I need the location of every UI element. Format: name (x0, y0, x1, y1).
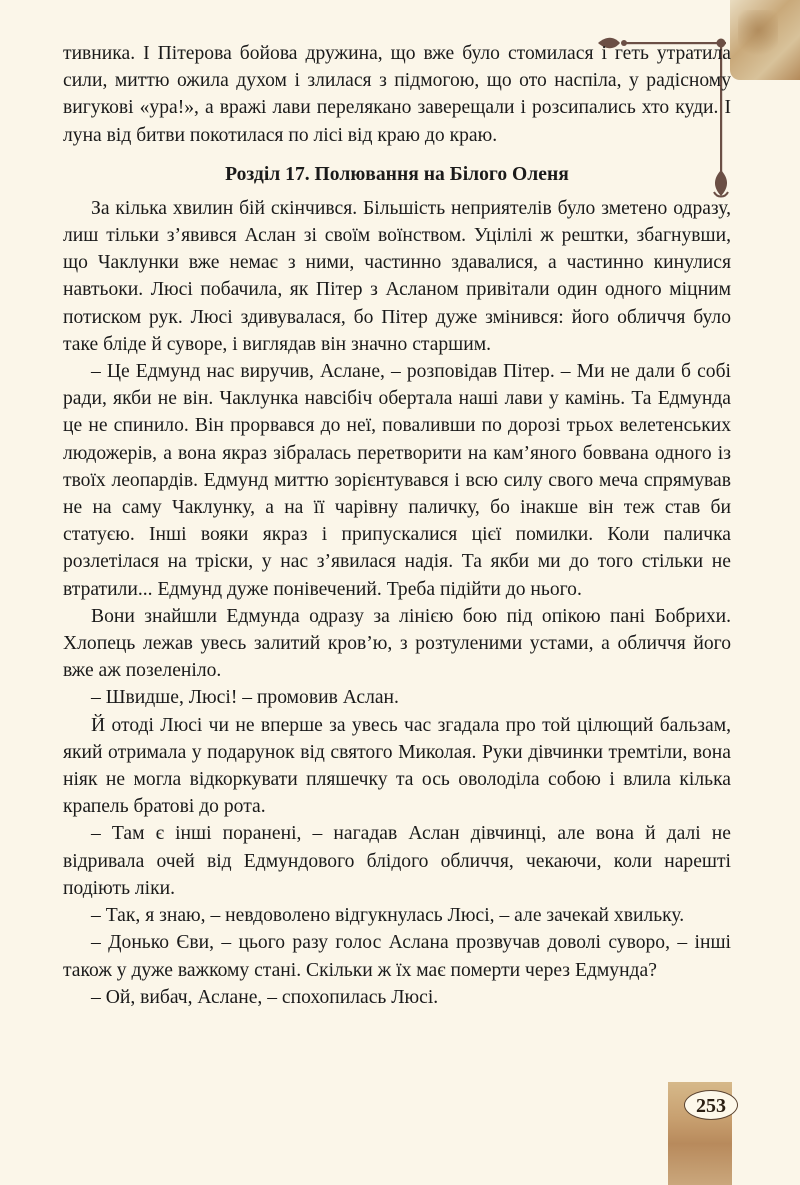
paragraph: Вони знайшли Едмунда одразу за лінією бою під опікою пані Бобрихи. Хлопець лежав увесь залитий кров’ю, з розтуленими устами, а обличчя його вже аж позеленіло. (63, 605, 731, 682)
page-number: 253 (684, 1090, 738, 1120)
intro-paragraph: тивника. І Пітерова бойова дружина, що вже було стомилася і геть утратила сили, миттю ожила духом і злилася з підмогою, що ото наспіла, у радісному вигукові «ура!», а вражі лави перелякано заверещали і розсипались хто куди. І луна від битви покотилася по лісі від краю до краю. (63, 43, 731, 146)
chapter-title: Розділ 17. Полювання на Білого Оленя (225, 163, 569, 185)
paragraph: – Ой, вибач, Аслане, – спохопилась Люсі. (91, 986, 439, 1008)
paragraph: Й отоді Люсі чи не вперше за увесь час згадала про той цілющий бальзам, який отримала у подарунок від святого Миколая. Руки дівчинки тремтіли, вона ніяк не могла відкоркувати пляшечку та ось оволоділа собою і влила кілька крапель братові до рота. (63, 714, 731, 818)
paragraph: – Швидше, Люсі! – промовив Аслан. (91, 687, 399, 709)
paragraph: – Це Едмунд нас виручив, Аслане, – розповідав Пітер. – Ми не дали б собі ради, якби не він. Чаклунка навсібіч обертала наші лави у камінь. Та Едмунда це не спинило. Він прорвався до неї, поваливши по дорозі трьох велетенських людожерів, а вона якраз зібралась перетворити на кам’яного боввана одного із твоїх леопардів. Едмунд миттю зорієнтувався і всю силу свого меча спрямував не на саму Чаклунку, а на її чарівну паличку, бо інакше він теж став би статуєю. Інші вояки якраз і припускалися цієї помилки. Коли паличка розлетілася на тріски, у нас з’явилася надія. Та якби ми до того стільки не втратили... Едмунд дуже понівечений. Треба підійти до нього. (63, 361, 731, 600)
paragraph: За кілька хвилин бій скінчився. Більшість неприятелів було зметено одразу, лиш тільки з’явився Аслан зі своїм воїнством. Уцілілі ж рештки, збагнувши, що Чаклунки вже немає з ними, частинно здавалися, а частинно кинулися навтьоки. Люсі побачила, як Пітер з Асланом привітали один одного міцним потиском рук. Люсі здивувалася, бо Пітер дуже змінився: його обличчя було таке бліде й суворе, і виглядав він значно старшим. (63, 197, 731, 355)
page-number-badge (684, 1090, 740, 1122)
paragraph: – Так, я знаю, – невдоволено відгукнулась Люсі, – але зачекай хвильку. (91, 905, 685, 927)
page-text (63, 40, 731, 1011)
paragraph: – Там є інші поранені, – нагадав Аслан дівчинці, але вона й далі не відривала очей від Едмундового блідого обличчя, чекаючи, коли нарешті подіють ліки. (63, 823, 731, 899)
paragraph: – Донько Єви, – цього разу голос Аслана прозвучав доволі суворо, – інші також у дуже важкому стані. Скільки ж їх має померти через Едмунда? (63, 932, 731, 981)
